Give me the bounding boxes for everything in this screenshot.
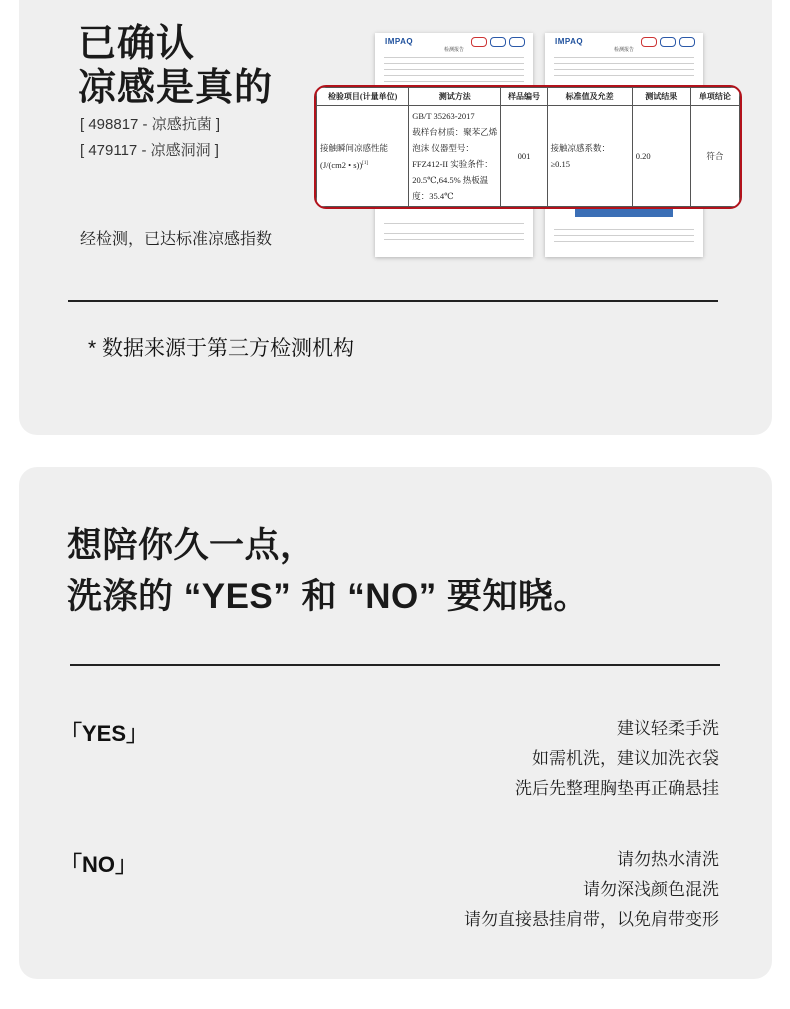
washing-title-line1: 想陪你久一点，	[67, 526, 316, 565]
cell-method: GB/T 35263-2017 载样台材质：聚苯乙烯 泡沫 仪器型号： FFZ412-II 实验条件： 20.5℃,64.5% 热板温 度：35.4℃	[409, 106, 501, 207]
yes-item: 洗后先整理胸垫再正确悬挂	[515, 779, 719, 798]
yes-item: 建议轻柔手洗	[617, 719, 719, 738]
data-source-note: * 数据来源于第三方检测机构	[88, 337, 355, 360]
col-header-standard: 标准值及允差	[547, 88, 632, 106]
product-code-1: [ 498817 - 凉感抗菌 ]	[80, 116, 221, 133]
impaq-logo: IMPAQ	[385, 37, 414, 46]
yes-item: 如需机洗，建议加洗衣袋	[532, 749, 719, 768]
cooling-title-line1: 已确认	[78, 23, 196, 65]
report-highlight-table	[314, 85, 742, 209]
col-header-sample: 样品编号	[501, 88, 547, 106]
report-title: 检测报告	[443, 47, 464, 53]
no-item: 请勿热水清洗	[617, 850, 719, 869]
test-result-table	[316, 87, 740, 207]
no-tag: 「NO」	[60, 852, 138, 877]
no-item: 请勿深浅颜色混洗	[583, 880, 719, 899]
cell-result: 0.20	[632, 106, 690, 207]
col-header-method: 测试方法	[409, 88, 501, 106]
product-code-2: [ 479117 - 凉感洞洞 ]	[80, 142, 219, 159]
washing-title-line2: 洗涤的 “YES” 和 “NO” 要知晓。	[67, 577, 589, 616]
cell-sample: 001	[501, 106, 547, 207]
cooling-title	[78, 22, 273, 110]
washing-title	[67, 520, 589, 622]
test-note: 经检测，已达标准凉感指数	[80, 231, 273, 248]
report-title: 检测报告	[613, 47, 634, 53]
cooling-title-line2: 凉感是真的	[78, 67, 274, 109]
no-list	[464, 845, 719, 935]
impaq-logo: IMPAQ	[555, 37, 584, 46]
divider	[70, 664, 720, 666]
cell-item: 接触瞬间凉感性能 (J/(cm2 • s))[1]	[317, 106, 409, 207]
yes-tag: 「YES」	[60, 721, 149, 746]
col-header-result: 测试结果	[632, 88, 690, 106]
cell-conclusion: 符合	[690, 106, 739, 207]
yes-list	[515, 714, 719, 804]
no-item: 请勿直接悬挂肩带，以免肩带变形	[464, 910, 719, 929]
col-header-conclusion: 单项结论	[690, 88, 739, 106]
col-header-item: 检验项目(计量单位)	[317, 88, 409, 106]
product-codes	[80, 112, 220, 164]
divider	[68, 300, 718, 302]
cell-standard: 接触凉感系数：≥0.15	[547, 106, 632, 207]
